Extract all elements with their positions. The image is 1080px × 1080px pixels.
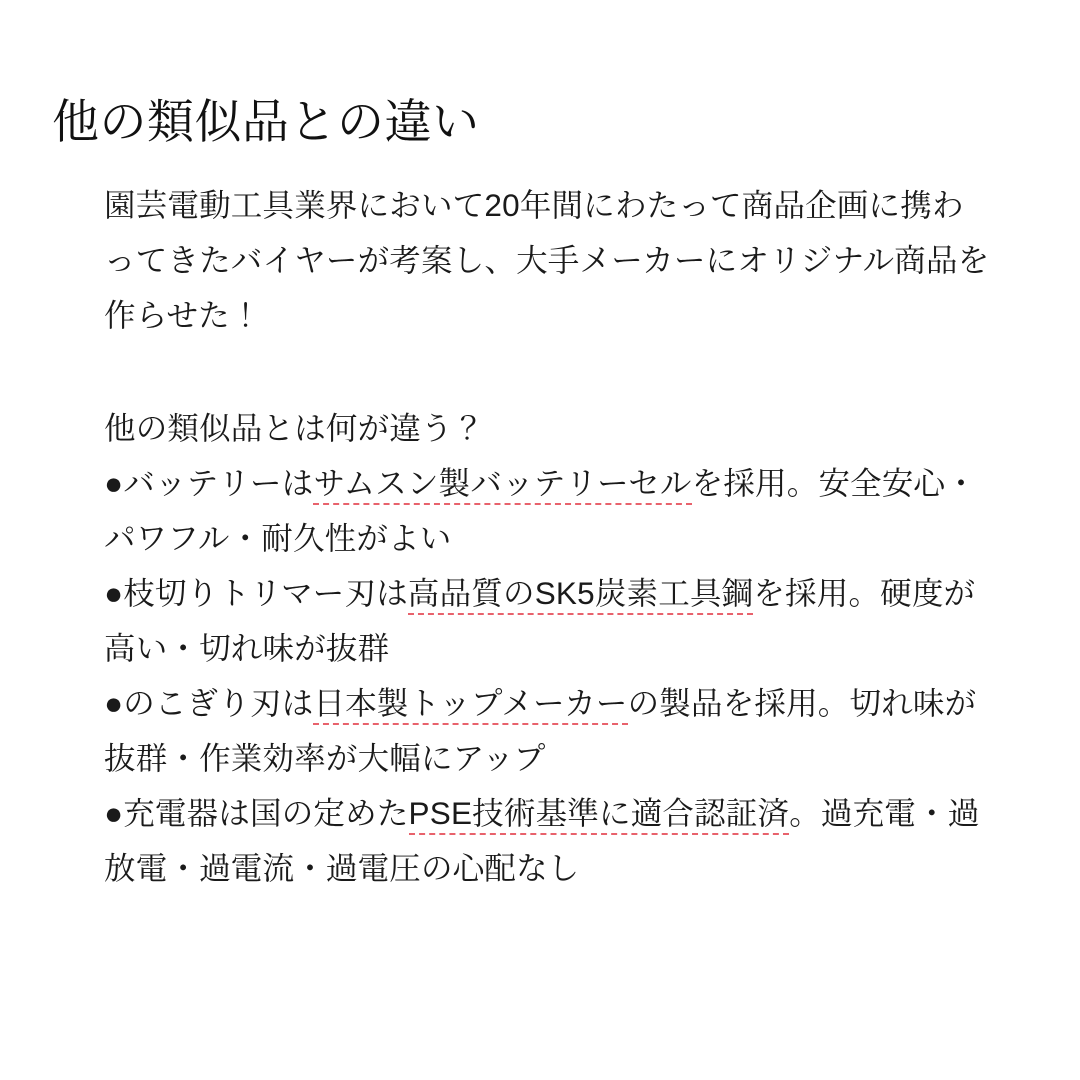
bullet-lead-text: 枝切りトリマー刃は bbox=[123, 575, 408, 611]
intro-paragraph: 園芸電動工具業界において20年間にわたって商品企画に携わってきたバイヤーが考案し、大手メーカーにオリジナル商品を作らせた！ bbox=[104, 187, 990, 333]
list-item bbox=[104, 676, 994, 786]
bullet-tail-text: 。過充電・過放電・過電流・過電圧の心配なし bbox=[104, 795, 980, 886]
document-body bbox=[104, 178, 1004, 896]
bullet-tail-text: を採用。硬度が高い・切れ味が抜群 bbox=[104, 575, 976, 666]
list-item bbox=[104, 456, 994, 566]
bullet-highlight-text: PSE技術基準に適合認証済 bbox=[409, 795, 790, 835]
paragraph-spacer bbox=[104, 343, 1004, 401]
bullet-highlight-text: 日本製トップメーカー bbox=[313, 685, 627, 725]
bullet-tail-text: を採用。安全安心・パワフル・耐久性がよい bbox=[104, 465, 977, 556]
bullet-highlight-text: 高品質のSK5炭素工具鋼 bbox=[408, 575, 753, 615]
list-item bbox=[104, 786, 994, 896]
bullet-tail-text: の製品を採用。切れ味が抜群・作業効率が大幅にアップ bbox=[104, 685, 977, 776]
question-line: 他の類似品とは何が違う？ bbox=[104, 410, 485, 446]
bullet-lead-text: のこぎり刃は bbox=[123, 685, 314, 721]
list-item bbox=[104, 566, 994, 676]
bullet-marker: ● bbox=[104, 795, 124, 831]
feature-list bbox=[104, 456, 1004, 896]
bullet-marker: ● bbox=[104, 575, 124, 611]
bullet-lead-text: バッテリーは bbox=[123, 465, 314, 501]
bullet-lead-text: 充電器は国の定めた bbox=[123, 795, 409, 831]
bullet-highlight-text: サムスン製バッテリーセル bbox=[313, 465, 691, 505]
bullet-marker: ● bbox=[104, 465, 124, 501]
page-title: 他の類似品との違い bbox=[52, 95, 480, 149]
bullet-marker: ● bbox=[104, 685, 124, 721]
